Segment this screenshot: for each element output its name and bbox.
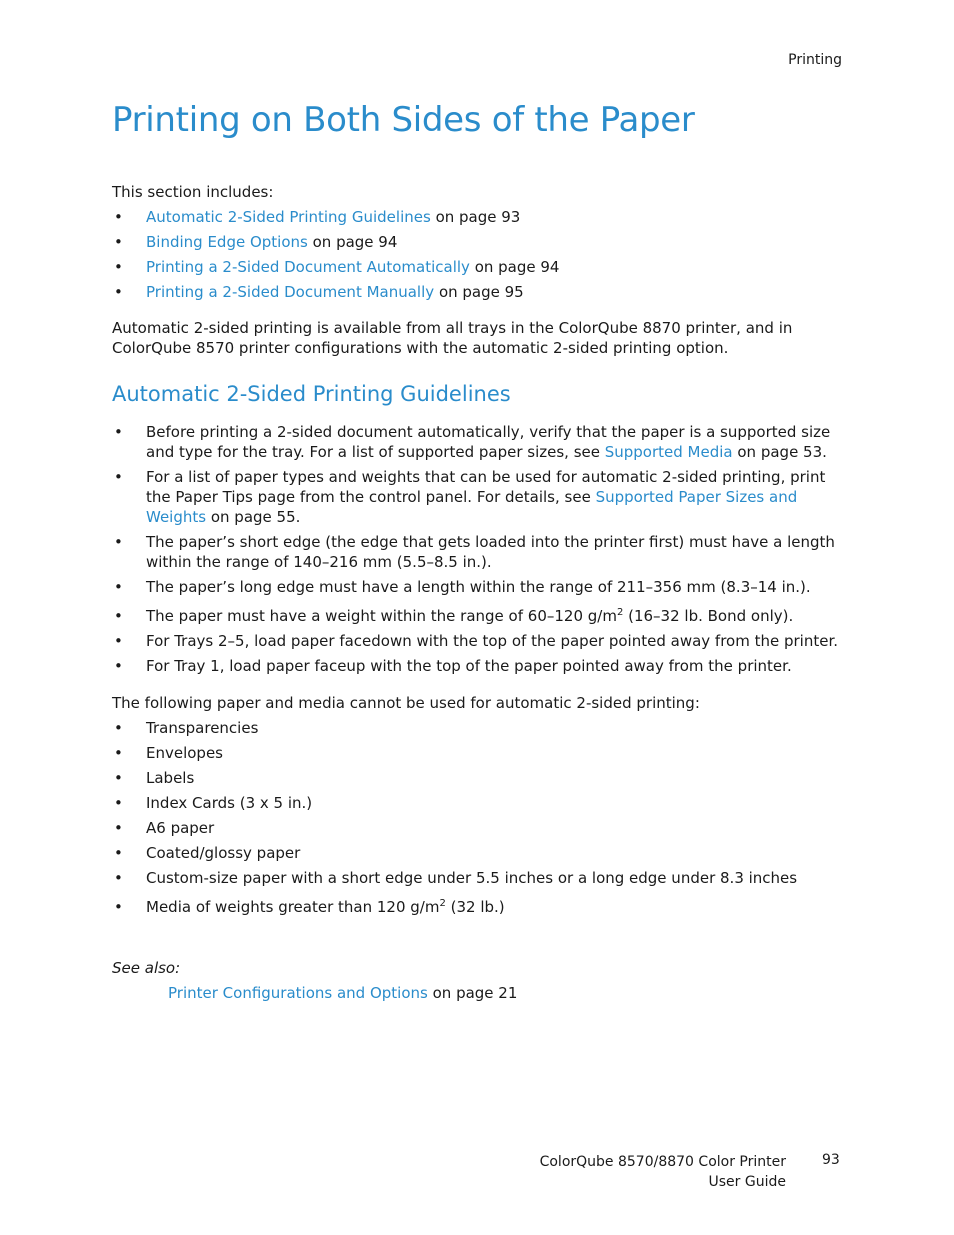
toc-link[interactable]: Binding Edge Options — [146, 233, 308, 251]
guideline-item: • For Trays 2–5, load paper facedown with the top of the paper pointed away from the printer. — [112, 631, 842, 651]
toc-link[interactable]: Printing a 2-Sided Document Manually — [146, 283, 435, 301]
guideline-item: • For Tray 1, load paper faceup with the top of the paper pointed away from the printer. — [112, 656, 842, 676]
footer-product: ColorQube 8570/8870 Color Printer — [539, 1154, 786, 1170]
toc-item — [112, 232, 842, 252]
excluded-item: • Media of weights greater than 120 $g/m^2$ (32 lb.) — [112, 897, 842, 917]
see-also-label: See also: — [112, 959, 181, 977]
toc-page-ref: on page 94 — [312, 233, 398, 251]
guideline-item: • The paper’s long edge must have a length within the range of 211–356 mm (8.3–14 in.). — [112, 577, 842, 597]
toc-page-ref: on page 95 — [438, 283, 524, 301]
guideline-item: • The paper’s short edge (the edge that gets loaded into the printer first) must have a length within the range of 140–216 mm (5.5–8.5 in.). — [112, 532, 842, 572]
running-header: Printing — [788, 52, 842, 68]
supported-media-link[interactable]: Supported Media — [604, 443, 733, 461]
excluded-intro: The following paper and media cannot be used for automatic 2-sided printing: — [112, 694, 700, 712]
guideline-item: • The paper must have a weight within the range of 60–120 $g/m^2$ (16–32 lb. Bond only). — [112, 606, 842, 626]
excluded-item: • A6 paper — [112, 818, 842, 838]
guideline-item: • For a list of paper types and weights that can be used for automatic 2-sided printing, print the Paper Tips page from the control panel. For details, see Supported Paper Sizes and Weights on page 55. — [112, 467, 842, 527]
toc-page-ref: on page 93 — [435, 208, 521, 226]
excluded-item: • Coated/glossy paper — [112, 843, 842, 863]
excluded-item: • Envelopes — [112, 743, 842, 763]
intro-text: This section includes: — [112, 183, 274, 201]
page-title: Printing on Both Sides of the Paper — [112, 100, 695, 140]
footer-guide-title — [540, 1152, 786, 1192]
excluded-item: • Index Cards (3 x 5 in.) — [112, 793, 842, 813]
toc-page-ref: on page 94 — [474, 258, 560, 276]
toc-item — [112, 207, 842, 227]
section-heading: Automatic 2-Sided Printing Guidelines — [112, 382, 511, 406]
toc-list — [112, 207, 842, 302]
guidelines-list — [112, 422, 842, 676]
toc-link[interactable]: Automatic 2-Sided Printing Guidelines — [146, 208, 431, 226]
page-number: 93 — [822, 1152, 840, 1168]
guideline-item: • Before printing a 2-sided document automatically, verify that the paper is a supported size and type for the tray. For a list of supported paper sizes, see Supported Media on page 53. — [112, 422, 842, 462]
printer-config-link[interactable]: Printer Configurations and Options — [168, 984, 428, 1002]
excluded-list — [112, 718, 842, 917]
footer-guide: User Guide — [708, 1174, 786, 1190]
intro-block — [112, 182, 842, 302]
toc-item — [112, 257, 842, 277]
excluded-item: • Transparencies — [112, 718, 842, 738]
supported-paper-link[interactable]: Supported Paper Sizes and Weights — [146, 488, 798, 526]
toc-item — [112, 282, 842, 302]
availability-text: Automatic 2-sided printing is available from all trays in the ColorQube 8870 printer, and in ColorQube 8570 printer configurations with the automatic 2-sided printing option. — [112, 319, 793, 357]
toc-link[interactable]: Printing a 2-Sided Document Automatically — [146, 258, 470, 276]
excluded-item: • Labels — [112, 768, 842, 788]
excluded-item: • Custom-size paper with a short edge under 5.5 inches or a long edge under 8.3 inches — [112, 868, 842, 888]
see-also-ref: Printer Configurations and Options on page 21 — [168, 984, 518, 1002]
